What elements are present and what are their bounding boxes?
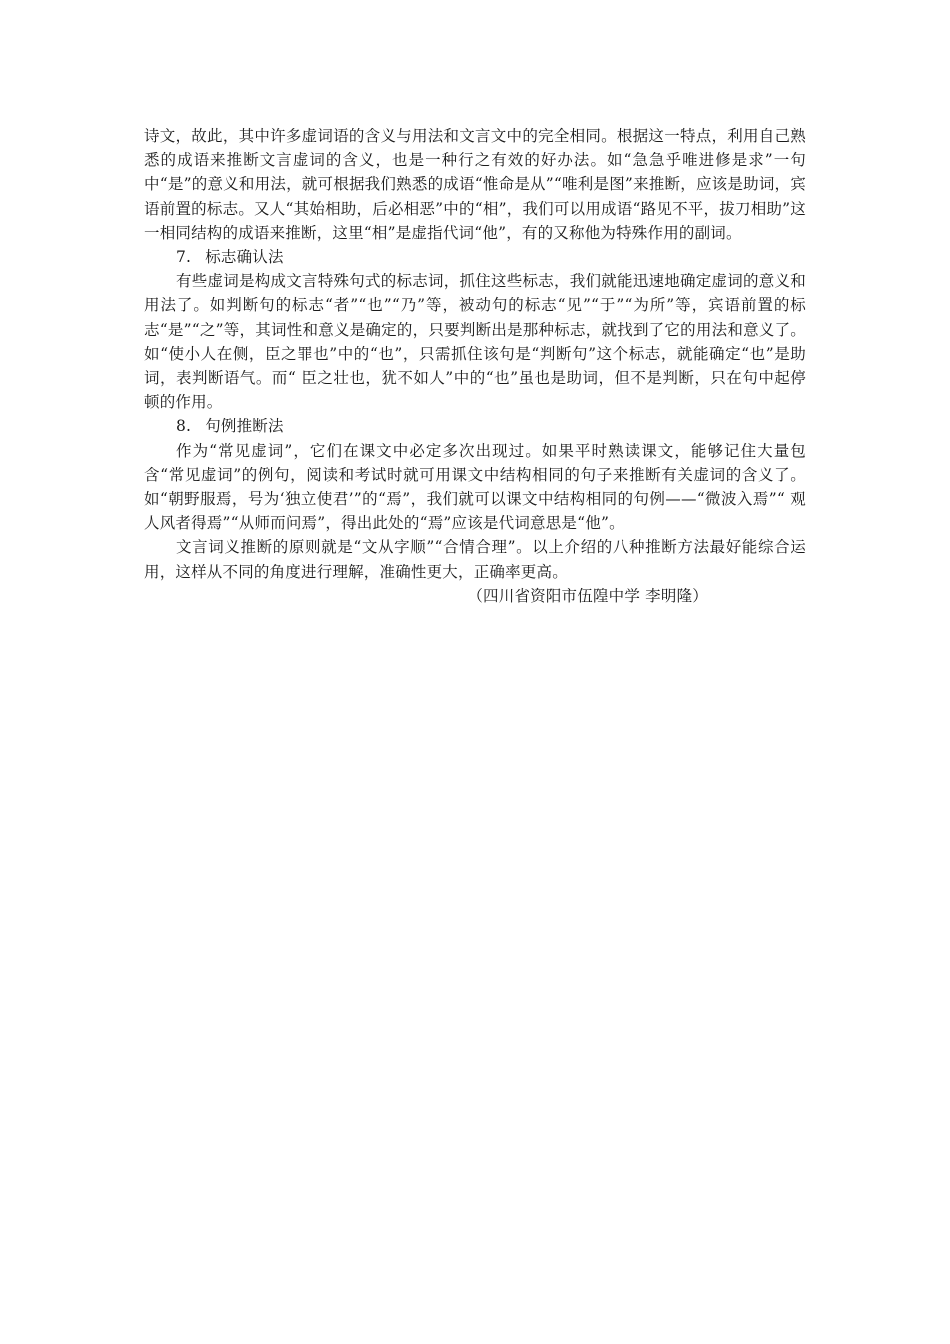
section-number: 7. <box>176 248 192 267</box>
paragraph-chengyu-method: 诗文，故此，其中许多虚词语的含义与用法和文言文中的完全相同。根据这一特点，利用自己熟悉的成语来推断文言虚词的含义，也是一种行之有效的好办法。如“急急乎唯进修是求”一句中“是”的意义和用法，就可根据我们熟悉的成语“惟命是从”“唯利是图”来推断，应该是助词，宾语前置的标志。又人“其始相助，后必相恶”中的“相”，我们可以用成语“路见不平，拔刀相助”这一相同结构的成语来推断，这里“相”是虚指代词“他”，有的又称他为特殊作用的副词。 <box>144 127 806 242</box>
section-title: 标志确认法 <box>205 248 284 267</box>
paragraph-conclusion: 文言词义推断的原则就是“文从字顺”“合情合理”。以上介绍的八种推断方法最好能综合运用，这样从不同的角度进行理解，准确性更大，正确率更高。 <box>144 538 806 581</box>
paragraph-example-method: 作为“常见虚词”，它们在课文中必定多次出现过。如果平时熟读课文，能够记住大量包含“常见虚词”的例句，阅读和考试时就可用课文中结构相同的句子来推断有关虚词的含义了。如“朝野服焉，号为‘独立使君’”的“焉”，我们就可以课文中结构相同的句例——“微波入焉”“ 观人风者得焉”“从师而问焉”，得出此处的“焉”应该是代词意思是“他”。 <box>144 441 806 533</box>
author-signature: （四川省资阳市伍隍中学 李明隆） <box>467 586 708 605</box>
paragraph-marker-method: 有些虚词是构成文言特殊句式的标志词，抓住这些标志，我们就能迅速地确定虚词的意义和用法了。如判断句的标志“者”“也”“乃”等，被动句的标志“见”“于”“为所”等，宾语前置的标志“是”“之”等，其词性和意义是确定的，只要判断出是那种标志，就找到了它的用法和意义了。如“使小人在侧，臣之罪也”中的“也”，只需抓住该句是“判断句”这个标志，就能确定“也”是助词，表判断语气。而“ 臣之壮也，犹不如人”中的“也”虽也是助词，但不是判断，只在句中起停顿的作用。 <box>144 272 806 412</box>
section-heading-7 <box>144 245 806 269</box>
document-body <box>144 124 806 608</box>
section-heading-8 <box>144 414 806 438</box>
section-number: 8. <box>176 417 192 436</box>
section-title: 句例推断法 <box>205 417 284 436</box>
